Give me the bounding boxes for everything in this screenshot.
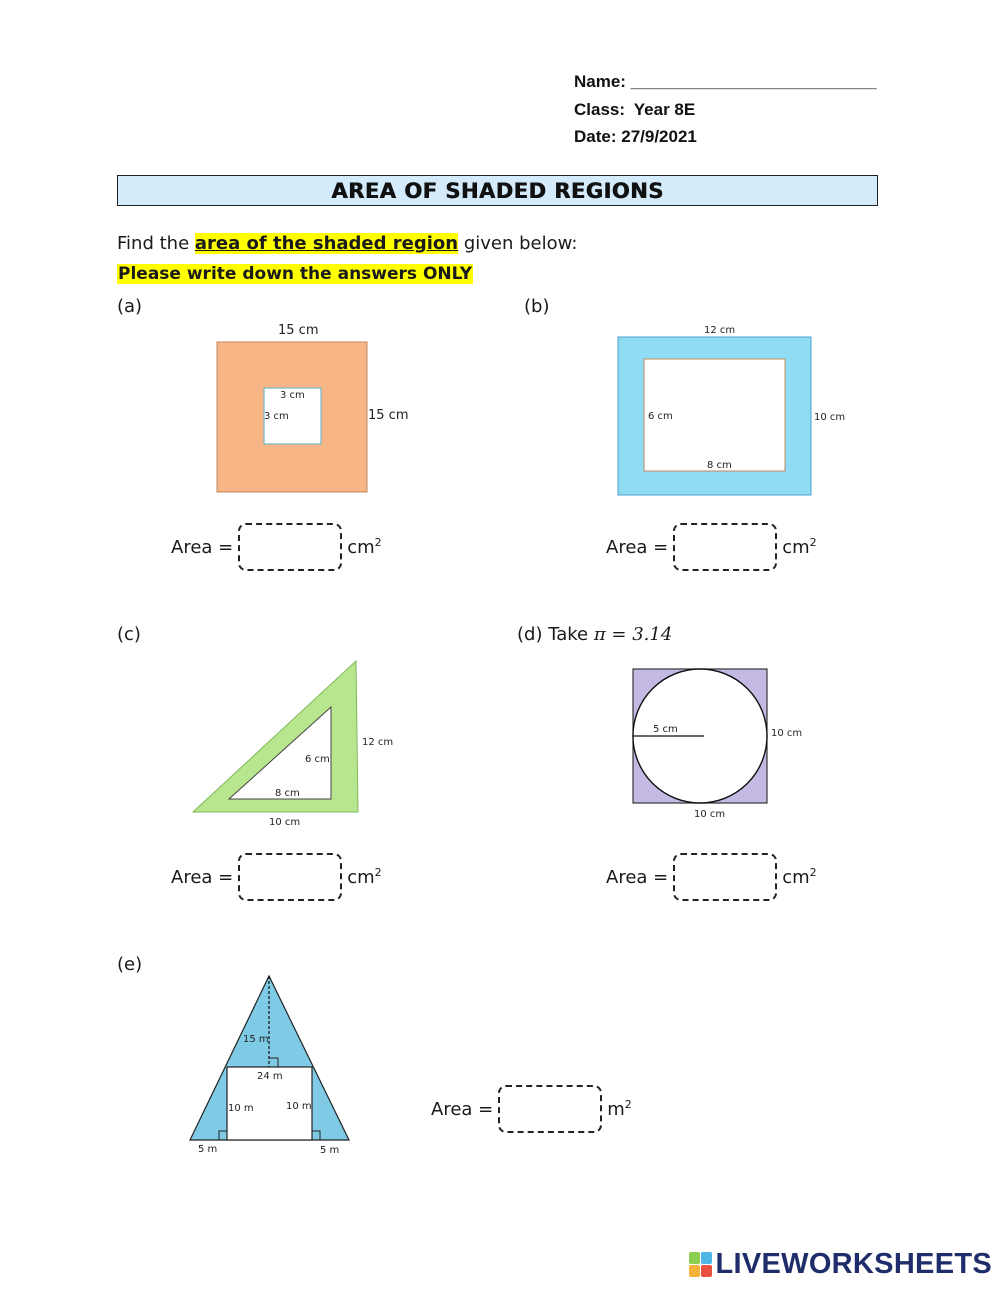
problem-e-base-right-label: 5 m: [320, 1145, 340, 1156]
problem-c-unit: $cm^2$: [347, 866, 382, 888]
problem-d-label: (d) Take π = 3.14: [517, 624, 673, 645]
problem-b-answer-row: [606, 523, 817, 571]
problem-b-figure: [600, 318, 860, 508]
problem-b-label: (b): [524, 296, 550, 317]
problem-c-inner-side-label: 6 cm: [305, 754, 330, 765]
problem-b-inner-side-label: 6 cm: [648, 411, 673, 422]
worksheet-title: AREA OF SHADED REGIONS: [331, 178, 664, 203]
problem-d-answer-row: [606, 853, 817, 901]
problem-e-height-label: 15 m: [243, 1034, 269, 1045]
problem-b-unit: $cm^2$: [782, 536, 817, 558]
name-label: Name:: [574, 72, 626, 91]
worksheet-title-bar: [117, 175, 878, 206]
problem-c-figure: [180, 650, 420, 835]
problem-e-figure: [180, 965, 370, 1165]
class-row: [574, 100, 695, 120]
problem-d-pi-value: π = 3.14: [593, 624, 673, 645]
name-line[interactable]: __________________________: [630, 72, 877, 91]
problem-d-unit: $cm^2$: [782, 866, 817, 888]
problem-d-side-label: 10 cm: [771, 728, 803, 739]
instruction-suffix: given below:: [458, 233, 578, 254]
problem-c-outer-bottom-label: 10 cm: [269, 817, 301, 828]
problem-a-outer-top-label: 15 cm: [278, 323, 319, 338]
instructions: [117, 233, 577, 254]
name-field-row: [574, 72, 877, 92]
problem-b-area-label: Area =: [606, 536, 669, 558]
problem-a-area-label: Area =: [171, 536, 234, 558]
problem-e-answer-row: [431, 1085, 632, 1133]
problem-c-area-label: Area =: [171, 866, 234, 888]
instruction-note: Please write down the answers ONLY: [118, 264, 473, 284]
class-label: Class:: [574, 100, 626, 119]
problem-a-inner-side-label: 3 cm: [264, 411, 289, 422]
class-value: Year 8E: [633, 100, 696, 119]
liveworksheets-logo: [689, 1248, 993, 1281]
problem-a-unit: $cm^2$: [347, 536, 382, 558]
problem-d-figure: [615, 655, 845, 825]
problem-c-inner-triangle: [229, 707, 331, 799]
instruction-prefix: Find the: [117, 233, 195, 254]
problem-b-inner-bottom-label: 8 cm: [707, 460, 732, 471]
problem-c-outer-side-label: 12 cm: [362, 737, 394, 748]
problem-e-rect-left-label: 10 m: [228, 1103, 254, 1114]
problem-e-base-left-label: 5 m: [198, 1144, 218, 1155]
problem-a-outer-side-label: 15 cm: [368, 408, 409, 423]
problem-b-answer-box[interactable]: [673, 523, 777, 571]
problem-c-answer-box[interactable]: [238, 853, 342, 901]
problem-c-label: (c): [117, 624, 141, 645]
problem-e-rect-right-label: 10 m: [286, 1101, 312, 1112]
problem-e-label: (e): [117, 954, 143, 975]
problem-c-inner-bottom-label: 8 cm: [275, 788, 300, 799]
problem-a-figure: [200, 318, 430, 508]
problem-b-outer-side-label: 10 cm: [814, 412, 846, 423]
problem-e-rect-top-label: 24 m: [257, 1071, 283, 1082]
problem-a-label: (a): [117, 296, 143, 317]
problem-b-outer-top-label: 12 cm: [704, 325, 736, 336]
problem-d-radius-label: 5 cm: [653, 724, 678, 735]
live-badge-icon: [689, 1252, 713, 1278]
problem-e-area-label: Area =: [431, 1098, 494, 1120]
date-label: Date:: [574, 127, 617, 146]
problem-d-answer-box[interactable]: [673, 853, 777, 901]
date-row: [574, 127, 697, 147]
problem-a-answer-box[interactable]: [238, 523, 342, 571]
date-value: 27/9/2021: [621, 127, 697, 146]
problem-d-bottom-label: 10 cm: [694, 809, 726, 820]
problem-a-inner-top-label: 3 cm: [280, 390, 305, 401]
problem-e-unit: $m^2$: [607, 1098, 632, 1120]
problem-d-area-label: Area =: [606, 866, 669, 888]
instruction-highlight: area of the shaded region: [194, 233, 459, 254]
problem-c-answer-row: [171, 853, 382, 901]
problem-e-answer-box[interactable]: [498, 1085, 602, 1133]
logo-text: LIVEWORKSHEETS: [715, 1248, 992, 1280]
problem-a-answer-row: [171, 523, 382, 571]
